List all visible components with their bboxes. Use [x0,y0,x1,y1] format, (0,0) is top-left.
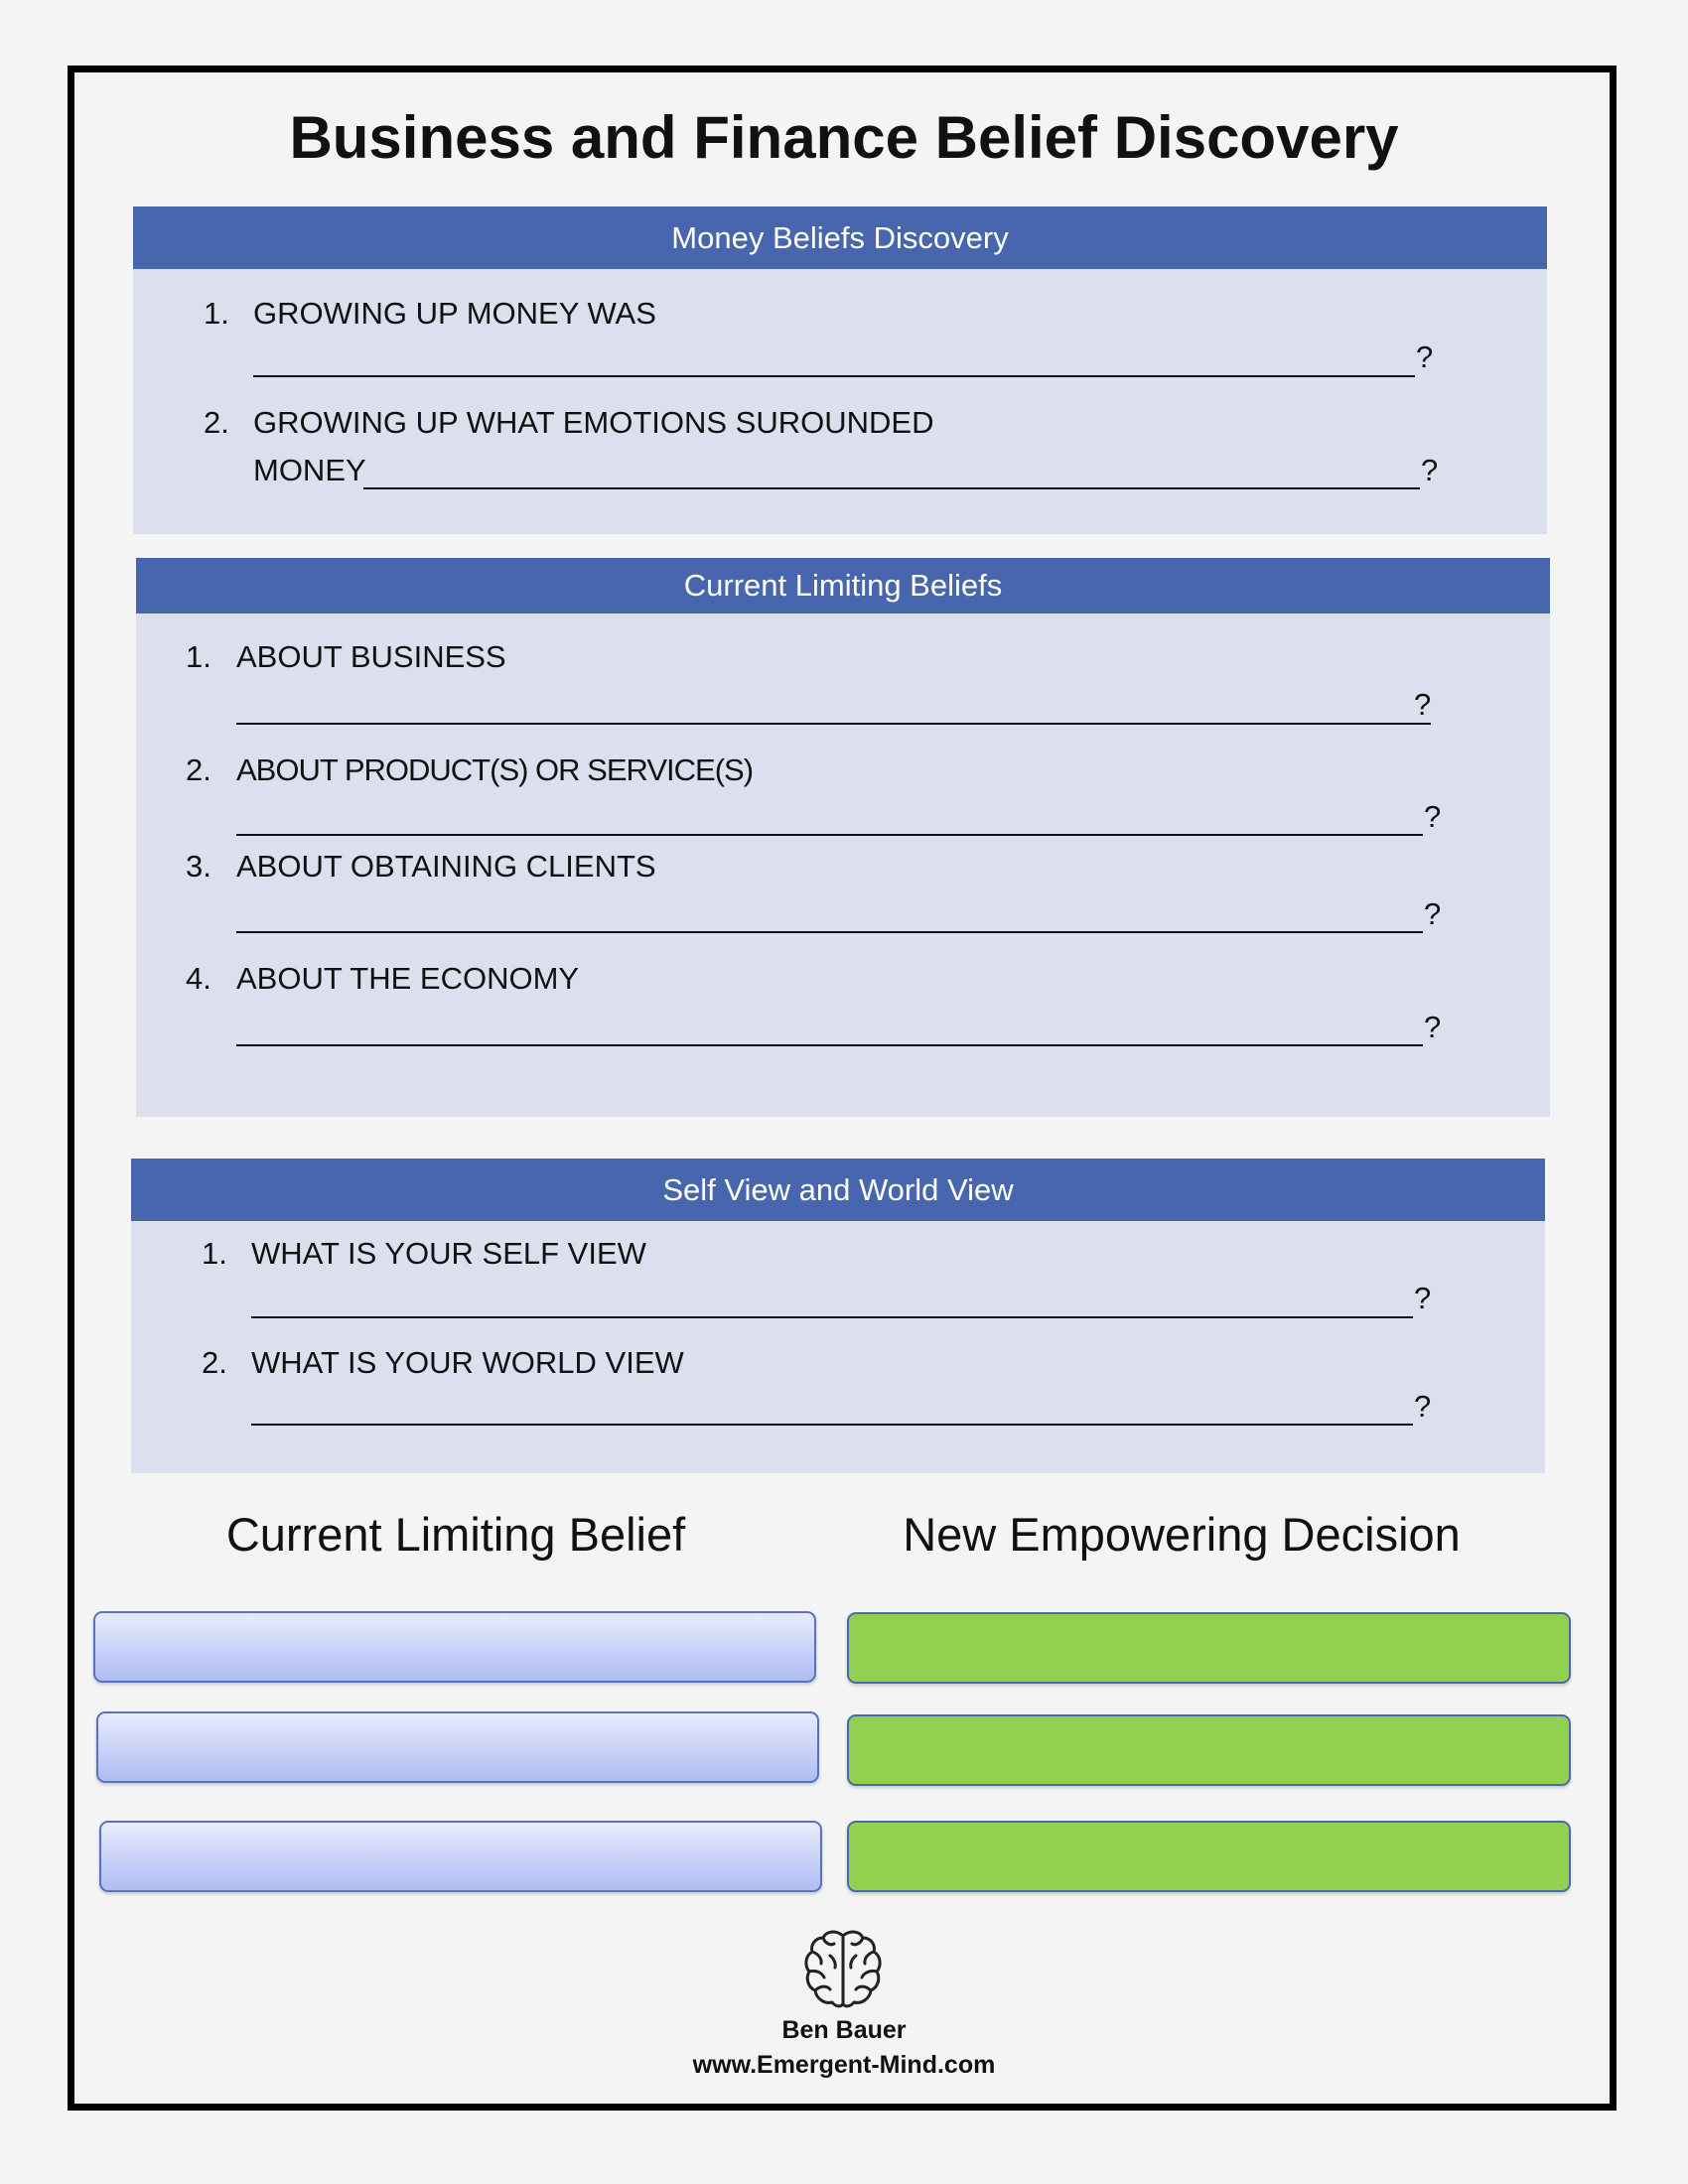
limiting-belief-box-3[interactable] [99,1821,822,1892]
question-label: WHAT IS YOUR SELF VIEW [251,1236,646,1271]
answer-line[interactable] [236,1044,1423,1046]
question-mark: ? [1424,1010,1442,1044]
empowering-decision-box-1[interactable] [847,1612,1571,1684]
answer-line[interactable] [251,1424,1413,1426]
question-label: WHAT IS YOUR WORLD VIEW [251,1345,684,1380]
answer-line[interactable] [251,1316,1413,1318]
empowering-decision-box-3[interactable] [847,1821,1571,1892]
question-mark: ? [1414,687,1432,722]
question-number: 2. [204,405,229,440]
question-label: ABOUT THE ECONOMY [236,961,580,996]
question-mark: ? [1421,453,1439,487]
question-number: 2. [202,1345,227,1380]
limiting-belief-box-1[interactable] [93,1611,816,1683]
question-label: GROWING UP MONEY WAS [253,296,656,331]
section-header: Self View and World View [131,1159,1545,1221]
question-label: ABOUT PRODUCT(S) OR SERVICE(S) [236,752,754,787]
question-number: 4. [186,961,211,996]
question-number: 2. [186,752,211,787]
answer-line[interactable] [236,834,1423,836]
page-title: Business and Finance Belief Discovery [289,104,1399,171]
answer-line[interactable] [253,375,1415,377]
limiting-belief-box-2[interactable] [96,1711,819,1783]
empowering-decision-box-2[interactable] [847,1714,1571,1786]
answer-line[interactable] [236,931,1423,933]
question-number: 1. [186,639,211,674]
question-mark: ? [1424,799,1442,834]
answer-line[interactable] [363,487,1420,489]
question-label: ABOUT OBTAINING CLIENTS [236,849,656,884]
question-mark: ? [1414,1389,1432,1424]
question-label-continued: MONEY [253,453,366,487]
section-header: Current Limiting Beliefs [136,558,1550,614]
question-number: 1. [204,296,229,331]
current-limiting-belief-title: Current Limiting Belief [225,1508,686,1561]
answer-line[interactable] [236,723,1431,725]
question-mark: ? [1414,1281,1432,1315]
question-label: GROWING UP WHAT EMOTIONS SUROUNDED [253,405,934,440]
website-link[interactable]: www.Emergent-Mind.com [692,2051,996,2079]
brain-icon [800,1926,886,2011]
question-number: 3. [186,849,211,884]
question-mark: ? [1424,896,1442,931]
question-label: ABOUT BUSINESS [236,639,506,674]
new-empowering-decision-title: New Empowering Decision [903,1508,1461,1561]
section-header: Money Beliefs Discovery [133,206,1547,269]
question-number: 1. [202,1236,227,1271]
author-name: Ben Bauer [781,2016,907,2044]
question-mark: ? [1416,340,1434,374]
